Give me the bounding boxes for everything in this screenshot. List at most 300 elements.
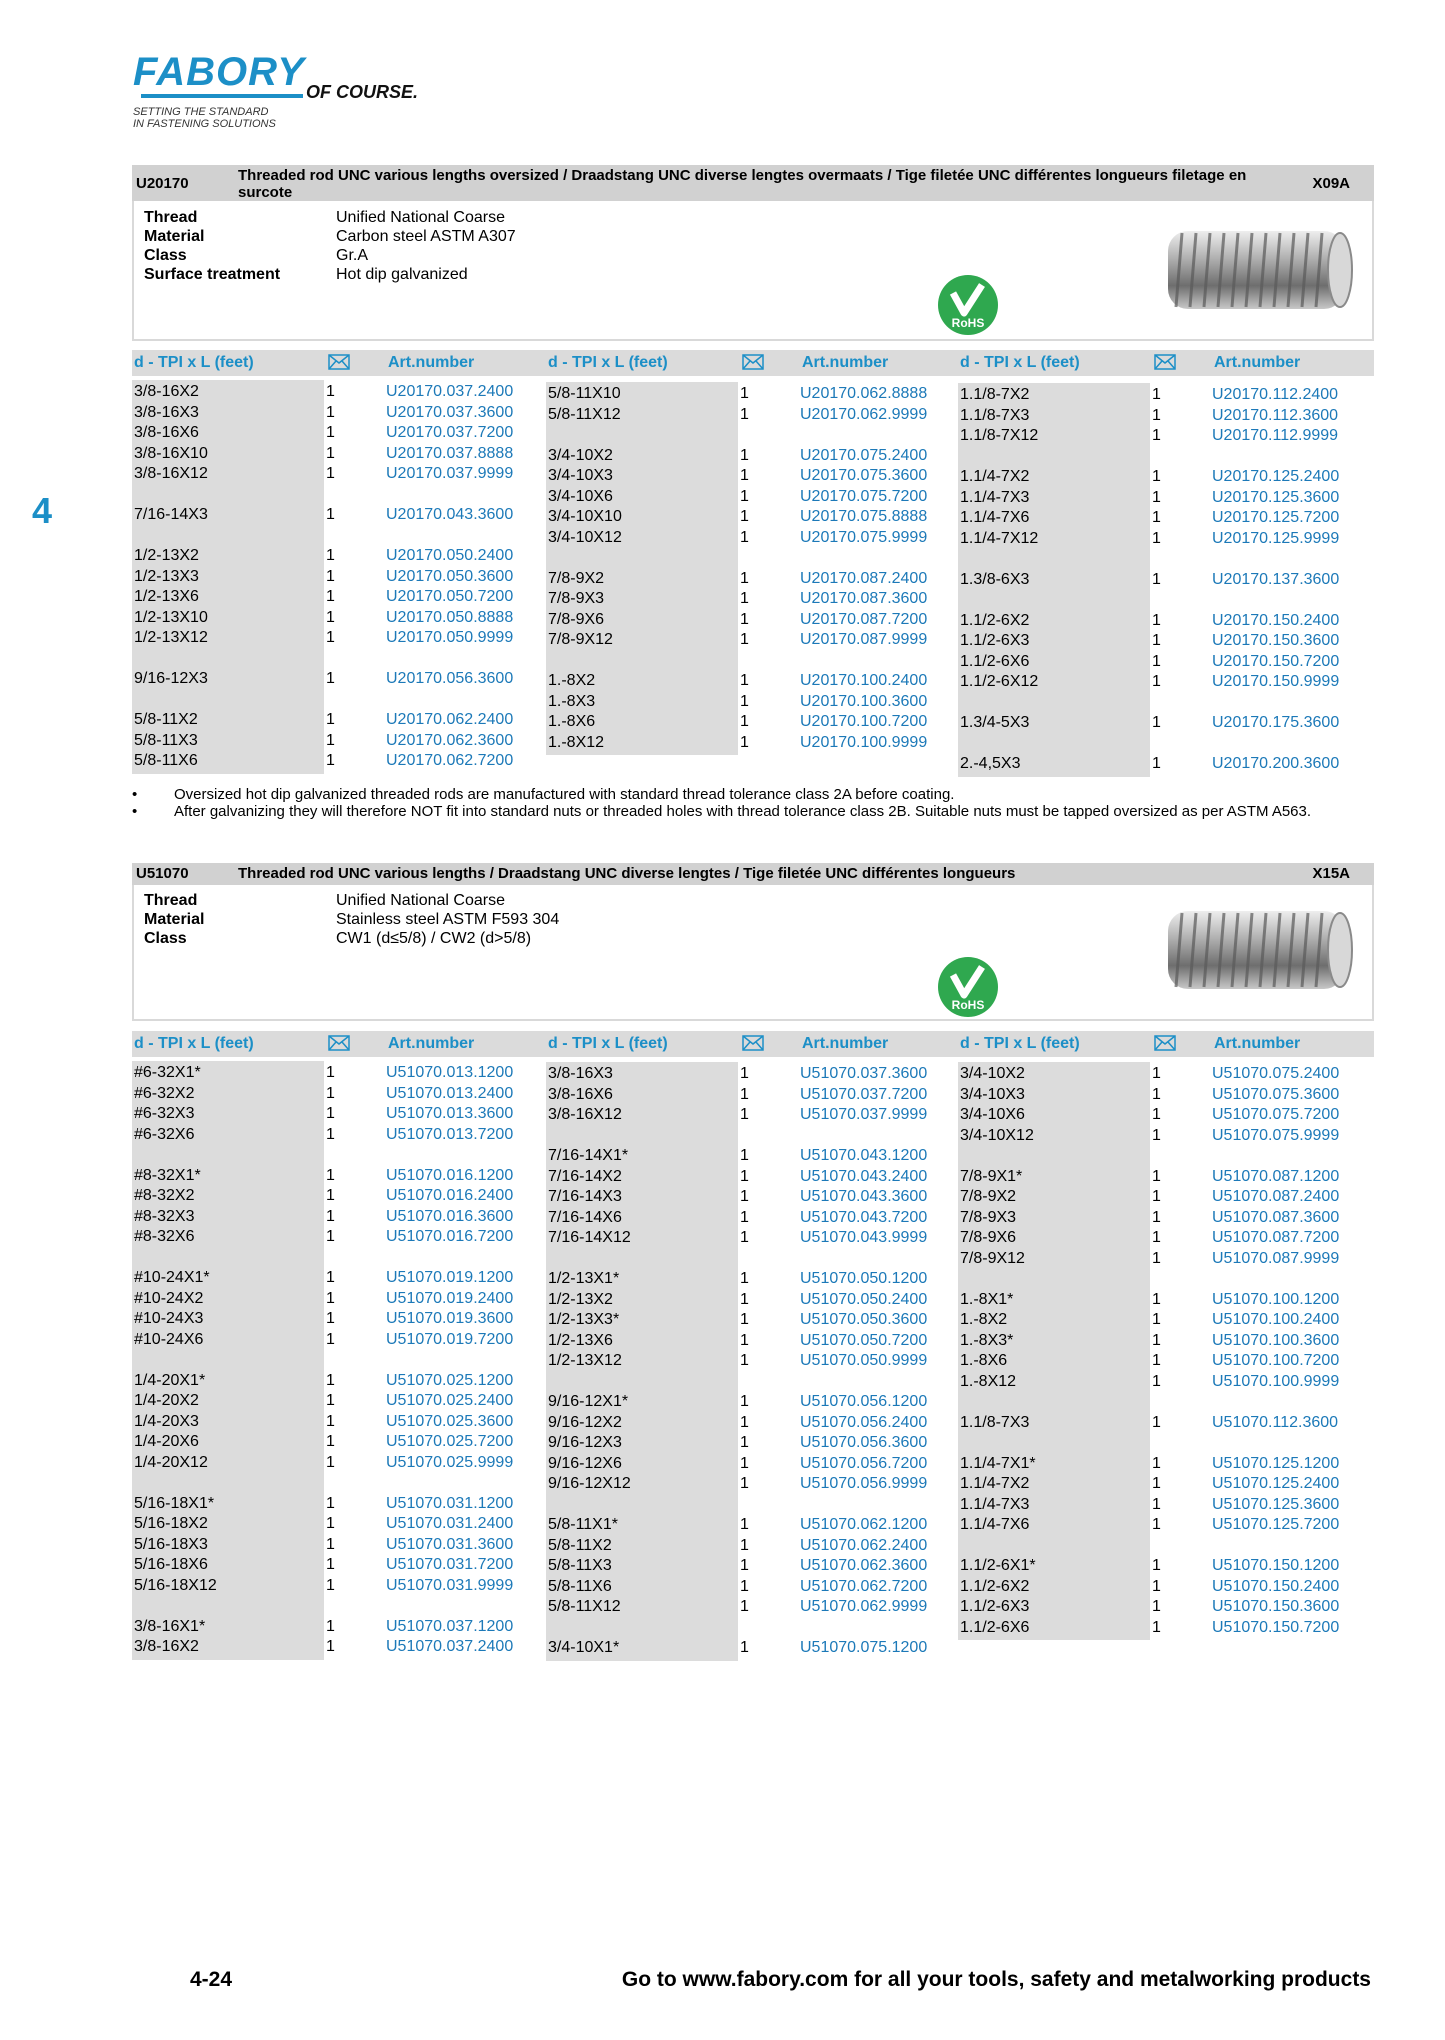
art-number-link[interactable]: U20170.112.9999 [1212,427,1339,444]
qty-cell: 1 [1152,1106,1161,1123]
qty-cell: 1 [1152,1352,1161,1369]
size-cell: 7/16-14X3 [548,1188,622,1205]
qty-cell: 1 [326,1515,335,1532]
art-number-link[interactable]: U51070.062.1200 [800,1516,928,1533]
qty-cell: 1 [740,1065,749,1082]
svg-text:RoHS: RoHS [951,998,985,1012]
art-number-link[interactable]: U51070.025.9999 [386,1453,514,1471]
qty-cell: 1 [740,1085,749,1103]
qty-cell: 1 [326,567,335,585]
qty-cell: 1 [1152,1516,1161,1533]
qty-cell: 1 [740,1536,749,1554]
art-number-link[interactable]: U20170.112.2400 [1212,386,1339,403]
art-number-link[interactable]: U51070.019.1200 [386,1269,514,1286]
size-cell: 1/2-13X1* [548,1270,620,1287]
art-number-link[interactable]: U51070.031.2400 [386,1515,514,1532]
art-number-link[interactable]: U20170.175.3600 [1212,714,1340,731]
art-number-link[interactable]: U51070.100.7200 [1212,1352,1340,1369]
size-cell: 5/8-11X10 [548,385,621,402]
envelope-icon [1154,354,1176,370]
art-number-link[interactable]: U20170.087.2400 [800,569,928,587]
qty-cell: 1 [1152,611,1161,629]
size-cell: 3/8-16X10 [134,444,208,462]
size-cell: 1.1/4-7X3 [960,488,1030,506]
art-number-link[interactable]: U51070.043.7200 [800,1208,928,1226]
qty-cell: 1 [326,1084,335,1102]
qty-cell: 1 [1152,1495,1161,1513]
art-number-link[interactable]: U20170.050.3600 [386,567,514,585]
art-number-link[interactable]: U51070.019.2400 [386,1289,514,1307]
qty-cell: 1 [326,1392,335,1409]
qty-cell: 1 [740,1639,749,1656]
qty-cell: 1 [326,1617,335,1635]
art-number-link[interactable]: U20170.100.9999 [800,733,928,751]
size-cell: 7/8-9X3 [548,590,605,607]
art-number-link[interactable]: U51070.087.3600 [1212,1208,1340,1226]
art-number-link[interactable]: U20170.037.3600 [386,403,514,421]
art-number-link[interactable]: U51070.075.9999 [1212,1126,1340,1144]
spec-label: Class [144,247,187,264]
size-col-header: d - TPI x L (feet) [960,354,1080,371]
art-number-link[interactable]: U51070.043.2400 [800,1167,928,1185]
qty-cell: 1 [326,1187,335,1204]
qty-cell: 1 [740,508,749,525]
art-col-header: Art.number [388,354,475,371]
product-header-u20170 [132,165,1374,201]
art-number-link[interactable]: U20170.037.8888 [386,444,514,462]
art-number-link[interactable]: U51070.125.7200 [1212,1516,1340,1533]
note-item [132,786,1372,803]
size-cell: 1.-8X2 [548,672,596,689]
qty-cell: 1 [740,1290,749,1308]
art-number-link[interactable]: U20170.100.7200 [800,713,928,730]
art-number-link[interactable]: U51070.019.3600 [386,1310,514,1327]
spec-label: Thread [144,209,198,226]
size-col-header: d - TPI x L (feet) [548,354,668,371]
envelope-icon [742,354,764,370]
qty-cell: 1 [1152,652,1161,670]
qty-cell: 1 [1152,1249,1161,1267]
art-number-link[interactable]: U51070.050.1200 [800,1270,928,1287]
qty-cell: 1 [740,1352,749,1369]
art-number-link[interactable]: U51070.016.3600 [386,1207,514,1225]
art-number-link[interactable]: U20170.087.3600 [800,590,928,607]
size-cell: 3/4-10X6 [960,1106,1025,1123]
art-number-link[interactable]: U51070.056.1200 [800,1393,928,1410]
art-number-link[interactable]: U20170.062.7200 [386,752,514,769]
art-number-link[interactable]: U51070.016.7200 [386,1228,514,1245]
art-number-link[interactable]: U51070.150.1200 [1212,1557,1340,1574]
size-cell: 1.1/2-6X2 [960,611,1030,629]
art-col-header: Art.number [802,1035,889,1052]
art-number-link[interactable]: U20170.200.3600 [1212,755,1340,772]
qty-cell: 1 [326,711,335,728]
size-cell: 7/16-14X6 [548,1208,622,1226]
art-number-link[interactable]: U51070.062.2400 [800,1536,928,1554]
size-cell: 5/8-11X3 [548,1557,612,1574]
size-cell: 3/4-10X12 [548,528,622,546]
qty-cell: 1 [326,1228,335,1245]
qty-cell: 1 [1152,427,1161,444]
qty-cell: 1 [1152,1618,1161,1636]
art-col-header: Art.number [802,354,889,371]
size-cell: 1/2-13X2 [548,1290,613,1308]
size-cell: 7/16-14X2 [548,1167,622,1185]
art-number-link[interactable]: U20170.150.9999 [1212,673,1340,690]
art-number-link[interactable]: U51070.100.2400 [1212,1311,1340,1328]
size-cell: #8-32X6 [134,1228,195,1245]
qty-cell: 1 [1152,1126,1161,1144]
size-cell: 1.1/2-6X6 [960,1618,1030,1636]
size-cell: 3/8-16X6 [548,1085,613,1103]
size-cell: 1.-8X1* [960,1290,1014,1308]
art-number-link[interactable]: U51070.013.3600 [386,1105,514,1122]
art-number-link[interactable]: U20170.075.8888 [800,508,928,525]
art-number-link[interactable]: U51070.062.3600 [800,1557,928,1574]
qty-cell: 1 [326,1453,335,1471]
size-cell: 1/2-13X6 [134,588,199,605]
size-cell: 3/8-16X3 [134,403,199,421]
logo-slogan: OF COURSE. [306,82,419,102]
art-number-link[interactable]: U51070.016.1200 [386,1166,514,1184]
art-number-link[interactable]: U51070.037.1200 [386,1617,514,1635]
art-number-link[interactable]: U20170.062.8888 [800,385,928,402]
art-number-link[interactable]: U51070.075.3600 [1212,1085,1340,1103]
art-number-link[interactable]: U20170.125.9999 [1212,529,1340,547]
art-number-link[interactable]: U20170.087.7200 [800,610,928,628]
size-cell: 3/8-16X2 [134,383,199,400]
size-cell: 1.1/8-7X3 [960,1413,1030,1431]
envelope-icon [742,1035,764,1051]
art-number-link[interactable]: U51070.043.3600 [800,1188,928,1205]
size-cell: 1/2-13X12 [548,1352,622,1369]
art-number-link[interactable]: U51070.019.7200 [386,1330,514,1348]
qty-cell: 1 [740,1106,749,1123]
size-cell: 9/16-12X12 [548,1475,631,1492]
size-cell: 1/2-13X12 [134,629,208,646]
art-number-link[interactable]: U20170.050.7200 [386,588,514,605]
size-cell: 3/8-16X2 [134,1638,199,1655]
envelope-icon [328,354,350,370]
art-number-link[interactable]: U51070.056.3600 [800,1434,928,1451]
art-number-link[interactable]: U51070.050.7200 [800,1331,928,1349]
size-cell: 3/8-16X6 [134,424,199,441]
size-cell: 3/4-10X2 [960,1065,1025,1082]
size-cell: 1/2-13X6 [548,1331,613,1349]
art-number-link[interactable]: U51070.125.2400 [1212,1475,1340,1492]
size-cell: 5/8-11X2 [548,1536,612,1554]
art-number-link[interactable]: U51070.031.3600 [386,1535,514,1553]
size-cell: 3/8-16X1* [134,1617,206,1635]
art-number-link[interactable]: U51070.100.3600 [1212,1331,1340,1349]
qty-cell: 1 [1152,673,1161,690]
art-number-link[interactable]: U51070.100.1200 [1212,1290,1340,1308]
qty-cell: 1 [326,1433,335,1450]
size-cell: 1/4-20X2 [134,1392,199,1409]
qty-cell: 1 [1152,1167,1161,1185]
size-cell: 3/4-10X3 [548,467,613,484]
qty-cell: 1 [326,506,335,523]
art-number-link[interactable]: U51070.016.2400 [386,1187,514,1204]
logo-underline [141,94,303,98]
art-number-link[interactable]: U20170.062.2400 [386,711,514,728]
art-number-link[interactable]: U20170.137.3600 [1212,570,1340,588]
art-number-link[interactable]: U51070.037.2400 [386,1638,514,1655]
qty-cell: 1 [740,1147,749,1164]
threaded-rod-image [1160,903,1356,997]
qty-cell: 1 [326,1207,335,1225]
qty-cell: 1 [740,1188,749,1205]
qty-cell: 1 [740,1475,749,1492]
catalog-code: X15A [1312,865,1350,882]
size-cell: 3/8-16X12 [134,465,208,482]
qty-cell: 1 [1152,468,1161,485]
envelope-icon [1154,1035,1176,1051]
qty-cell: 1 [1152,1454,1161,1472]
logo-tagline [133,106,276,130]
art-number-link[interactable]: U51070.075.7200 [1212,1106,1340,1123]
chapter-number: 4 [32,490,53,531]
art-number-link[interactable]: U20170.043.3600 [386,506,514,523]
art-number-link[interactable]: U51070.013.7200 [386,1125,514,1143]
size-cell: 3/8-16X12 [548,1106,622,1123]
art-number-link[interactable]: U51070.087.2400 [1212,1188,1340,1205]
qty-cell: 1 [740,692,749,710]
qty-cell: 1 [740,672,749,689]
qty-cell: 1 [740,467,749,484]
art-number-link[interactable]: U20170.037.7200 [386,424,514,441]
qty-cell: 1 [326,1105,335,1122]
art-number-link[interactable]: U51070.037.9999 [800,1106,928,1123]
art-number-link[interactable]: U51070.025.1200 [386,1371,514,1389]
qty-cell: 1 [740,1393,749,1410]
art-number-link[interactable]: U51070.087.9999 [1212,1249,1340,1267]
size-col-header: d - TPI x L (feet) [134,354,254,371]
qty-cell: 1 [740,1208,749,1226]
qty-cell: 1 [326,1638,335,1655]
qty-cell: 1 [740,487,749,505]
art-number-link[interactable]: U20170.075.2400 [800,446,928,464]
size-cell: 5/16-18X3 [134,1535,208,1553]
qty-cell: 1 [740,1413,749,1431]
qty-cell: 1 [740,385,749,402]
art-number-link[interactable]: U20170.075.7200 [800,487,928,505]
spec-label: Material [144,228,205,245]
spec-box-u51070 [132,885,1374,1021]
spec-label: Surface treatment [144,266,281,283]
size-cell: 1/4-20X1* [134,1371,206,1389]
size-cell: 5/8-11X12 [548,405,621,423]
art-number-link[interactable]: U51070.150.7200 [1212,1618,1340,1636]
art-number-link[interactable]: U20170.125.7200 [1212,509,1340,526]
qty-cell: 1 [1152,755,1161,772]
threaded-rod-image [1160,223,1356,317]
table-header-u20170 [132,350,1374,376]
art-number-link[interactable]: U20170.050.9999 [386,629,514,646]
size-col-header: d - TPI x L (feet) [548,1035,668,1052]
spec-value: Unified National Coarse [336,892,505,909]
size-cell: 1.-8X3* [960,1331,1014,1349]
art-number-link[interactable]: U51070.075.1200 [800,1639,928,1656]
qty-cell: 1 [1152,1290,1161,1308]
fabory-logo [133,50,419,130]
size-cell: 1.1/8-7X12 [960,427,1039,444]
size-cell: 3/4-10X10 [548,508,622,525]
size-cell: 9/16-12X6 [548,1454,622,1472]
art-number-link[interactable]: U20170.050.8888 [386,608,514,626]
art-number-link[interactable]: U51070.056.7200 [800,1454,928,1472]
art-number-link[interactable]: U20170.125.2400 [1212,468,1340,485]
size-cell: 1.1/8-7X2 [960,386,1030,403]
qty-cell: 1 [1152,1311,1161,1328]
size-cell: #10-24X1* [134,1269,210,1286]
svg-text:RoHS: RoHS [951,316,985,330]
art-number-link[interactable]: U51070.056.2400 [800,1413,928,1431]
spec-value: Hot dip galvanized [336,266,468,283]
size-cell: 1.1/2-6X3 [960,1598,1030,1615]
qty-cell: 1 [1152,406,1161,424]
qty-cell: 1 [326,629,335,646]
size-cell: 7/16-14X12 [548,1229,631,1246]
art-number-link[interactable]: U51070.150.3600 [1212,1598,1340,1615]
note-text: Oversized hot dip galvanized threaded rods are manufactured with standard thread tolerance class 2A before coating. [174,786,955,803]
qty-cell: 1 [740,446,749,464]
qty-cell: 1 [1152,570,1161,588]
art-number-link[interactable]: U20170.100.3600 [800,692,928,710]
size-cell: 7/16-14X1* [548,1147,629,1164]
art-number-link[interactable]: U51070.112.3600 [1212,1413,1339,1431]
size-cell: 7/8-9X1* [960,1167,1023,1185]
art-col-header: Art.number [1214,1035,1301,1052]
size-cell: 1.1/2-6X3 [960,632,1030,649]
qty-cell: 1 [740,590,749,607]
art-number-link[interactable]: U51070.031.1200 [386,1494,514,1512]
qty-cell: 1 [326,1064,335,1081]
art-number-link[interactable]: U20170.112.3600 [1212,406,1339,424]
art-number-link[interactable]: U20170.050.2400 [386,547,514,564]
qty-cell: 1 [740,1229,749,1246]
qty-cell: 1 [326,608,335,626]
art-number-link[interactable]: U20170.150.2400 [1212,611,1340,629]
art-number-link[interactable]: U51070.075.2400 [1212,1065,1340,1082]
art-number-link[interactable]: U51070.100.9999 [1212,1372,1340,1390]
art-number-link[interactable]: U20170.150.7200 [1212,652,1340,670]
art-number-link[interactable]: U51070.025.2400 [386,1392,514,1409]
qty-cell: 1 [326,1166,335,1184]
qty-cell: 1 [740,713,749,730]
art-number-link[interactable]: U20170.150.3600 [1212,632,1340,649]
size-cell: 9/16-12X2 [548,1413,622,1431]
art-number-link[interactable]: U51070.050.3600 [800,1311,928,1328]
size-cell: 5/8-11X12 [548,1598,621,1615]
qty-cell: 1 [740,631,749,648]
art-number-link[interactable]: U51070.050.2400 [800,1290,928,1308]
qty-cell: 1 [740,1598,749,1615]
size-cell: #8-32X1* [134,1166,201,1184]
art-number-link[interactable]: U51070.087.1200 [1212,1167,1340,1185]
art-number-link[interactable]: U51070.150.2400 [1212,1577,1340,1595]
art-number-link[interactable]: U20170.037.2400 [386,383,514,400]
art-number-link[interactable]: U51070.125.3600 [1212,1495,1340,1513]
size-cell: 9/16-12X1* [548,1393,629,1410]
art-number-link[interactable]: U51070.025.3600 [386,1412,514,1430]
size-cell: #6-32X3 [134,1105,195,1122]
art-number-link[interactable]: U20170.037.9999 [386,465,514,482]
qty-cell: 1 [740,1311,749,1328]
size-cell: 5/16-18X12 [134,1576,217,1594]
qty-cell: 1 [326,1535,335,1553]
size-cell: 3/8-16X3 [548,1065,613,1082]
qty-cell: 1 [326,1494,335,1512]
qty-cell: 1 [326,1289,335,1307]
qty-cell: 1 [740,1331,749,1349]
art-number-link[interactable]: U20170.056.3600 [386,670,514,687]
qty-cell: 1 [326,403,335,421]
art-number-link[interactable]: U51070.031.9999 [386,1576,514,1594]
size-cell: 1.1/4-7X6 [960,1516,1030,1533]
qty-cell: 1 [1152,1065,1161,1082]
art-number-link[interactable]: U51070.013.2400 [386,1084,514,1102]
qty-cell: 1 [1152,488,1161,506]
size-cell: #6-32X2 [134,1084,195,1102]
qty-cell: 1 [326,1125,335,1143]
page-number: 4-24 [190,1968,233,1991]
qty-cell: 1 [326,547,335,564]
size-cell: 1.3/4-5X3 [960,714,1030,731]
size-cell: 1/4-20X3 [134,1412,199,1430]
qty-cell: 1 [326,731,335,749]
size-cell: 1/4-20X12 [134,1453,208,1471]
qty-cell: 1 [1152,529,1161,547]
size-cell: #10-24X2 [134,1289,204,1307]
art-number-link[interactable]: U51070.062.9999 [800,1598,928,1615]
size-cell: 1/2-13X3 [134,567,199,585]
qty-cell: 1 [326,424,335,441]
art-number-link[interactable]: U51070.043.9999 [800,1229,928,1246]
art-number-link[interactable]: U51070.025.7200 [386,1433,514,1450]
size-cell: 3/4-10X6 [548,487,613,505]
art-number-link[interactable]: U20170.087.9999 [800,631,928,648]
qty-cell: 1 [740,733,749,751]
art-number-link[interactable]: U51070.043.1200 [800,1147,928,1164]
art-number-link[interactable]: U51070.050.9999 [800,1352,928,1369]
art-number-link[interactable]: U51070.056.9999 [800,1475,928,1492]
bullet: • [132,803,138,820]
size-cell: 1.1/4-7X12 [960,529,1039,547]
qty-cell: 1 [326,670,335,687]
qty-cell: 1 [1152,1557,1161,1574]
art-number-link[interactable]: U20170.075.9999 [800,528,928,546]
product-title: Threaded rod UNC various lengths oversized / Draadstang UNC diverse lengtes overmaats / Tige filetée UNC différentes longueurs filetage en surcote [238,167,1247,201]
art-number-link[interactable]: U51070.037.7200 [800,1085,928,1103]
art-number-link[interactable]: U51070.013.1200 [386,1064,514,1081]
qty-cell: 1 [740,1516,749,1533]
art-number-link[interactable]: U20170.075.3600 [800,467,928,484]
size-cell: 1/2-13X10 [134,608,208,626]
art-number-link[interactable]: U51070.031.7200 [386,1556,514,1573]
size-cell: #8-32X3 [134,1207,195,1225]
art-number-link[interactable]: U51070.087.7200 [1212,1229,1340,1246]
art-number-link[interactable]: U51070.125.1200 [1212,1454,1340,1472]
art-number-link[interactable]: U20170.100.2400 [800,672,928,689]
art-number-link[interactable]: U20170.062.3600 [386,731,514,749]
art-number-link[interactable]: U51070.062.7200 [800,1577,928,1595]
size-cell: 5/16-18X2 [134,1515,208,1532]
art-number-link[interactable]: U20170.062.9999 [800,405,928,423]
art-number-link[interactable]: U20170.125.3600 [1212,488,1340,506]
art-number-link[interactable]: U51070.037.3600 [800,1065,928,1082]
spec-value: CW1 (d≤5/8) / CW2 (d>5/8) [336,930,532,947]
